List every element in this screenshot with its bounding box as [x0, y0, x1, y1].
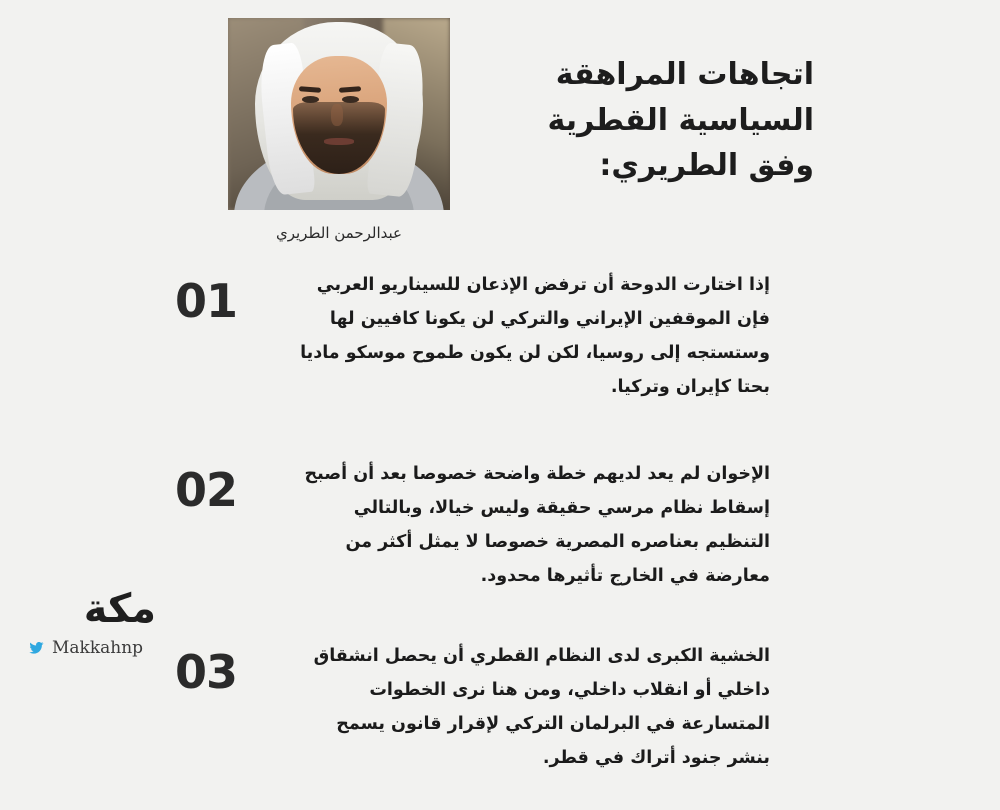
- header-section: [0, 0, 1000, 260]
- photo-eye-right: [342, 96, 359, 103]
- logo-mark: [26, 584, 156, 636]
- logo-wordmark: مكة: [83, 586, 156, 632]
- twitter-icon: [26, 640, 46, 656]
- point-text: الخشية الكبرى لدى النظام القطري أن يحصل انشقاق داخلي أو انقلاب داخلي، ومن هنا نرى الخطوات المتسارعة في البرلمان التركي لإقرار قانون يسمح بنشر جنود أتراك في قطر.: [313, 646, 770, 769]
- title-line-2: السياسية القطرية: [547, 102, 814, 138]
- portrait-caption: عبدالرحمن الطريري: [275, 224, 402, 242]
- twitter-handle-text: Makkahnp: [52, 638, 144, 658]
- point-text: الإخوان لم يعد لديهم خطة واضحة خصوصا بعد أن أصبح إسقاط نظام مرسي حقيقة وليس خيالا، وبالتالي التنظيم بعناصره المصرية خصوصا لا يمثل أكثر من معارضة في الخارج تأثيرها محدود.: [304, 463, 770, 586]
- list-item: [0, 268, 1000, 405]
- photo-eye-left: [302, 96, 319, 103]
- makkah-logo: [26, 584, 186, 668]
- point-number: 03: [175, 645, 238, 699]
- point-text: إذا اختارت الدوحة أن ترفض الإذعان للسيناريو العربي فإن الموقفين الإيراني والتركي لن يكونا كافيين لها وستستجه إلى روسيا، لكن لن يكون طموح موسكو ماديا بحتا كإيران وتركيا.: [300, 275, 770, 398]
- points-list: [0, 268, 1000, 810]
- photo-nose: [331, 104, 343, 126]
- list-item: [0, 457, 1000, 594]
- title-line-3: وفق الطريري:: [599, 148, 814, 184]
- twitter-handle: [26, 638, 186, 658]
- point-number: 02: [175, 462, 238, 517]
- point-number: 01: [175, 274, 238, 328]
- title-line-1: اتجاهات المراهقة: [555, 57, 814, 92]
- photo-mouth: [324, 138, 354, 145]
- page-title: [384, 52, 814, 189]
